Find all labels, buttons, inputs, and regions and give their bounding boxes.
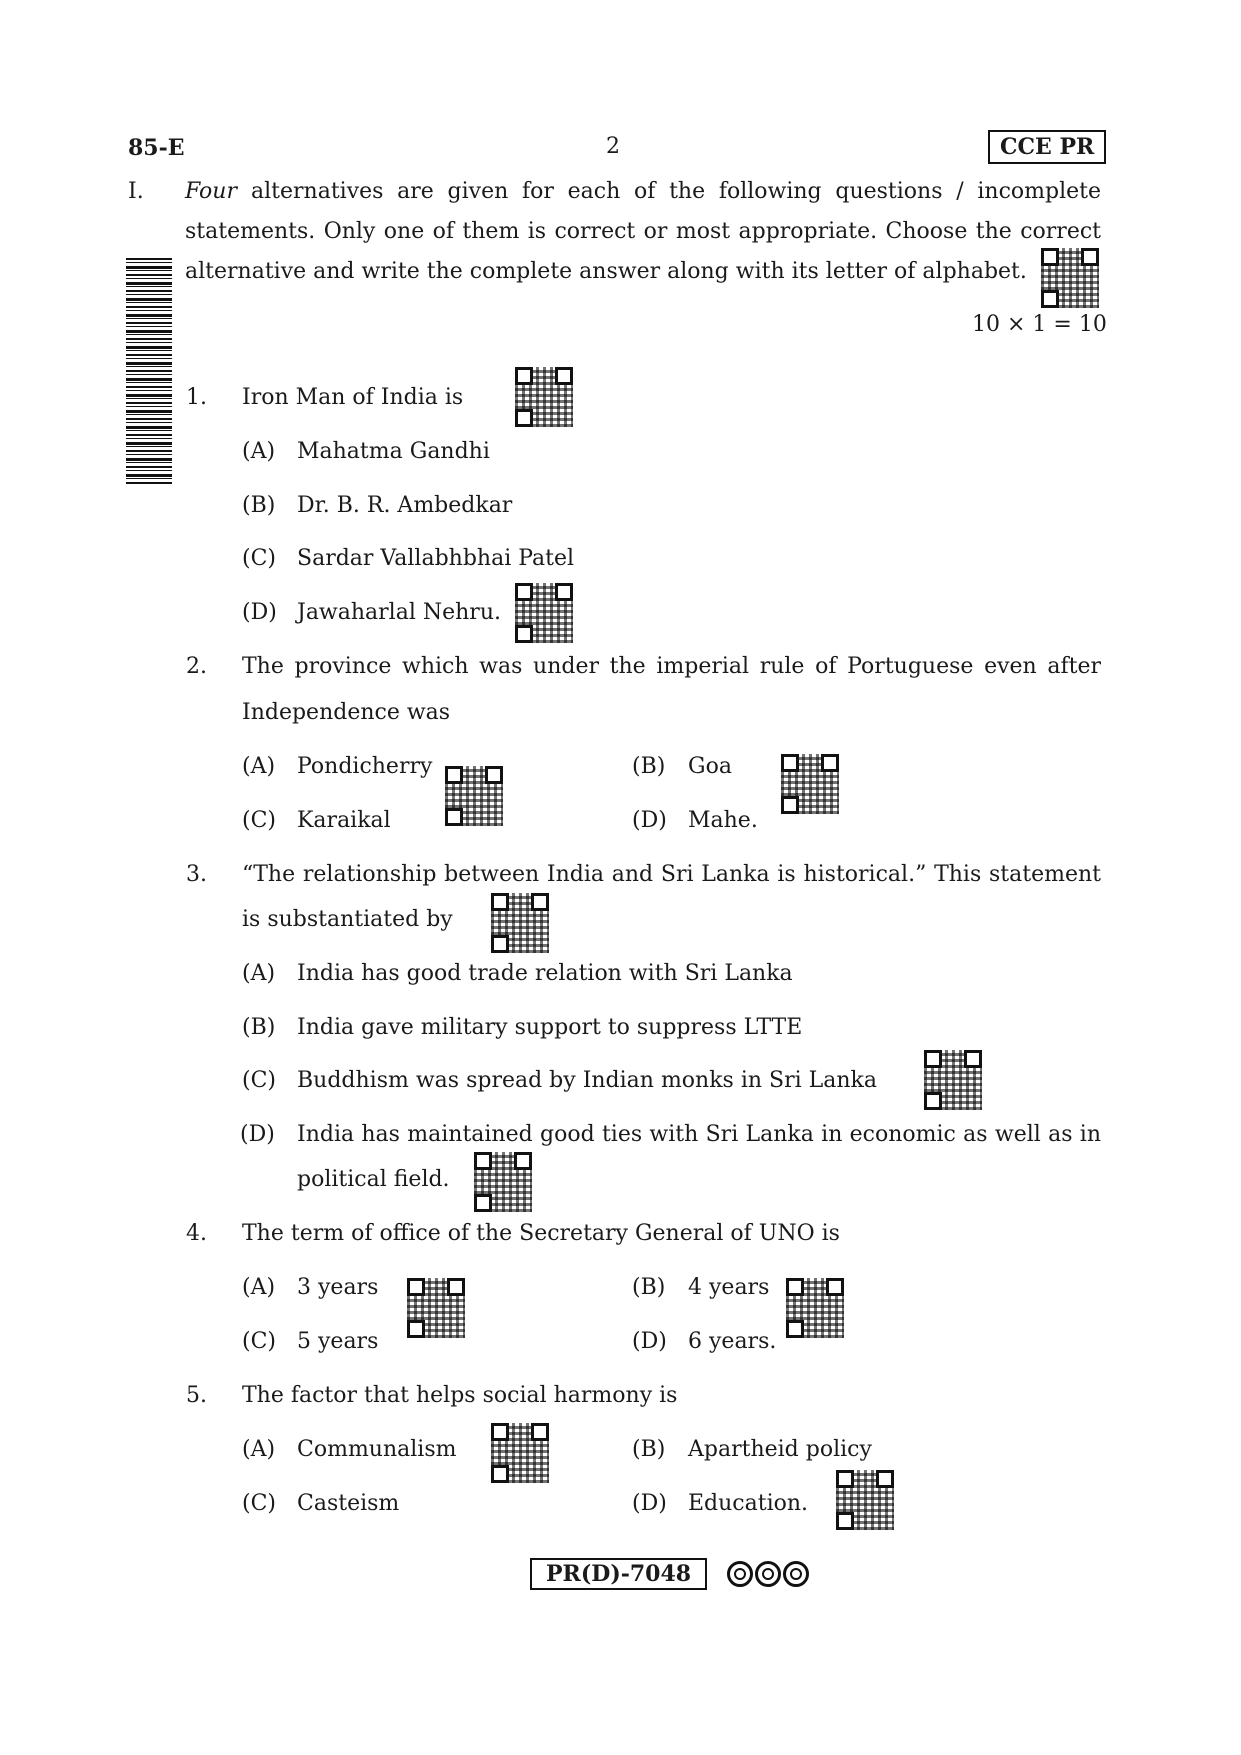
option-text: Goa [688,754,732,779]
option-letter: (C) [242,808,276,833]
qr-code-icon [407,1278,465,1338]
option-text: Jawaharlal Nehru. [297,600,501,625]
question-text: Independence was [242,700,451,725]
cce-badge: CCE PR [988,130,1106,164]
qr-code-icon [445,766,503,826]
option-text: Casteism [297,1491,400,1516]
option-letter: (B) [632,1437,666,1462]
option-text: 4 years [688,1275,770,1300]
option-letter: (B) [632,1275,666,1300]
question-number: 3. [186,862,207,887]
option-text: 6 years. [688,1329,777,1354]
footer-code: PR(D)-7048 [530,1558,707,1590]
option-letter: (D) [242,600,277,625]
option-text: 3 years [297,1275,379,1300]
option-text: Mahatma Gandhi [297,439,490,464]
option-text: Apartheid policy [688,1437,872,1462]
option-letter: (A) [242,754,276,779]
question-text: The term of office of the Secretary General of UNO is [242,1221,840,1246]
qr-code-icon [1041,248,1099,308]
qr-code-icon [924,1050,982,1110]
option-text: Dr. B. R. Ambedkar [297,493,513,518]
circle-symbols-icon [727,1561,809,1587]
option-text: Communalism [297,1437,457,1462]
option-text: Karaikal [297,808,391,833]
option-text: Education. [688,1491,809,1516]
option-letter: (A) [242,439,276,464]
qr-code-icon [786,1278,844,1338]
option-text: 5 years [297,1329,379,1354]
circle-icon [783,1561,809,1587]
option-text: India gave military support to suppress LTTE [297,1015,803,1040]
option-text: India has maintained good ties with Sri Lanka in economic as well as in [297,1122,1101,1147]
section-numeral: I. [128,179,144,204]
instruction-line-2: statements. Only one of them is correct or most appropriate. Choose the correct [185,219,1101,244]
option-letter: (A) [242,1275,276,1300]
qr-code-icon [515,367,573,427]
qr-code-icon [491,893,549,953]
qr-code-icon [515,583,573,643]
question-text: “The relationship between India and Sri Lanka is historical.” This statement [242,862,1101,887]
barcode-image [126,258,172,486]
circle-icon [727,1561,753,1587]
question-text: is substantiated by [242,907,453,932]
option-letter: (C) [242,546,276,571]
option-letter: (B) [632,754,666,779]
question-text: The province which was under the imperial rule of Portuguese even after [242,654,1101,679]
qr-code-icon [474,1152,532,1212]
option-letter: (D) [632,808,667,833]
page-number: 2 [606,134,620,159]
option-letter: (D) [632,1329,667,1354]
qr-code-icon [836,1470,894,1530]
option-letter: (C) [242,1329,276,1354]
option-text: Sardar Vallabhbhai Patel [297,546,575,571]
option-letter: (A) [242,1437,276,1462]
instruction-italic: Four [185,179,237,204]
option-text-continued: political field. [297,1167,450,1192]
question-text: Iron Man of India is [242,385,464,410]
question-number: 1. [186,385,207,410]
circle-icon [755,1561,781,1587]
instruction-line-1 [185,179,1101,204]
instruction-line-1-rest: alternatives are given for each of the following questions / incomplete [251,179,1101,204]
question-text: The factor that helps social harmony is [242,1383,678,1408]
question-number: 4. [186,1221,207,1246]
option-text: India has good trade relation with Sri Lanka [297,961,793,986]
qr-code-icon [781,754,839,814]
option-letter: (B) [242,493,276,518]
option-text: Mahe. [688,808,758,833]
option-letter: (D) [632,1491,667,1516]
instruction-line-3: alternative and write the complete answer along with its letter of alphabet. [185,259,1027,284]
option-letter: (C) [242,1491,276,1516]
option-text: Pondicherry [297,754,433,779]
option-text: Buddhism was spread by Indian monks in Sri Lanka [297,1068,877,1093]
option-letter: (B) [242,1015,276,1040]
paper-code: 85-E [128,135,185,161]
question-number: 2. [186,654,207,679]
option-letter: (C) [242,1068,276,1093]
qr-code-icon [491,1423,549,1483]
question-number: 5. [186,1383,207,1408]
marks-allocation: 10 × 1 = 10 [972,312,1107,337]
option-letter: (D) [240,1122,275,1147]
option-letter: (A) [242,961,276,986]
